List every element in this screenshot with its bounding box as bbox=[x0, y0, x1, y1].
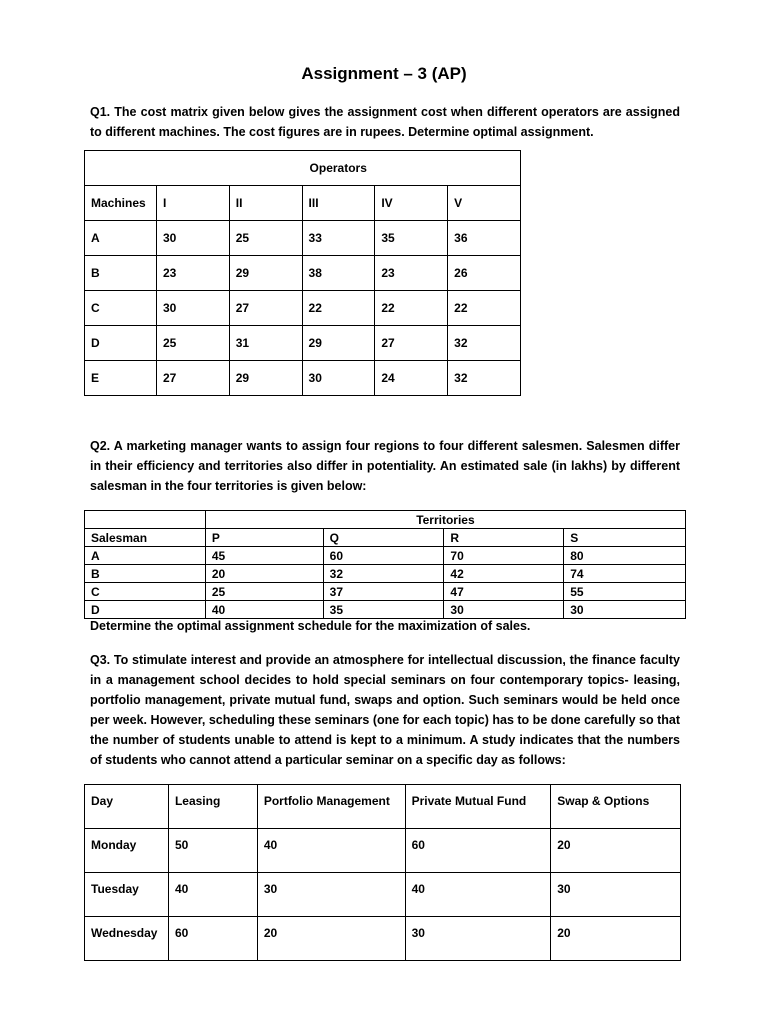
table-cell: 60 bbox=[405, 829, 551, 873]
table-cell: Portfolio Management bbox=[257, 785, 405, 829]
table-cell: Private Mutual Fund bbox=[405, 785, 551, 829]
table-cell: 74 bbox=[564, 565, 686, 583]
table-cell: III bbox=[302, 186, 375, 221]
table-cell: 30 bbox=[156, 291, 229, 326]
q1-text: Q1. The cost matrix given below gives the assignment cost when different operators are assigned to different machines. The cost figures are in rupees. Determine optimal assignment. bbox=[90, 105, 680, 139]
table-cell: 37 bbox=[323, 583, 444, 601]
table-cell: 38 bbox=[302, 256, 375, 291]
table-cell: 27 bbox=[156, 361, 229, 396]
table-cell: 20 bbox=[551, 917, 681, 961]
table-cell: 31 bbox=[229, 326, 302, 361]
table-cell: 29 bbox=[229, 256, 302, 291]
table-cell: Salesman bbox=[85, 529, 206, 547]
q1-cost-table bbox=[84, 150, 521, 396]
table-cell: 22 bbox=[375, 291, 448, 326]
table-cell: 22 bbox=[448, 291, 521, 326]
table-cell: Swap & Options bbox=[551, 785, 681, 829]
table-cell: I bbox=[156, 186, 229, 221]
table-cell: 30 bbox=[156, 221, 229, 256]
table-cell: 30 bbox=[302, 361, 375, 396]
table-cell: 30 bbox=[564, 601, 686, 619]
table-cell: 23 bbox=[375, 256, 448, 291]
table-cell: 35 bbox=[375, 221, 448, 256]
q3-seminar-table bbox=[84, 784, 681, 961]
table-cell: 47 bbox=[444, 583, 564, 601]
table-cell: 36 bbox=[448, 221, 521, 256]
table-cell: 27 bbox=[229, 291, 302, 326]
table-row bbox=[85, 829, 681, 873]
q2-note: Determine the optimal assignment schedule for the maximization of sales. bbox=[90, 619, 531, 633]
table-cell: 30 bbox=[405, 917, 551, 961]
empty-corner-cell bbox=[85, 511, 206, 529]
table-cell: 40 bbox=[168, 873, 257, 917]
table-cell: 30 bbox=[257, 873, 405, 917]
table-cell: Leasing bbox=[168, 785, 257, 829]
table-cell: 70 bbox=[444, 547, 564, 565]
table-row bbox=[85, 256, 521, 291]
table-cell: 32 bbox=[323, 565, 444, 583]
table-cell: Machines bbox=[85, 186, 157, 221]
table-cell: P bbox=[205, 529, 323, 547]
table-cell: Wednesday bbox=[85, 917, 169, 961]
table-cell: B bbox=[85, 256, 157, 291]
table-cell: 45 bbox=[205, 547, 323, 565]
table-cell: V bbox=[448, 186, 521, 221]
table-cell: 80 bbox=[564, 547, 686, 565]
operators-header: Operators bbox=[156, 151, 520, 186]
table-cell: 60 bbox=[168, 917, 257, 961]
table-cell: 35 bbox=[323, 601, 444, 619]
page-title: Assignment – 3 (AP) bbox=[301, 64, 467, 83]
table-cell: 60 bbox=[323, 547, 444, 565]
table-cell: 40 bbox=[205, 601, 323, 619]
table-cell: Tuesday bbox=[85, 873, 169, 917]
table-cell: 27 bbox=[375, 326, 448, 361]
q3-text: Q3. To stimulate interest and provide an atmosphere for intellectual discussion, the finance faculty in a management school decides to hold special seminars on four contemporary topics- leasing, portfolio management, private mutual fund, swaps and option. Such seminars would be held once per week. However, scheduling these seminars (one for each topic) has to be done carefully so that the number of students unable to attend is kept to a minimum. A study indicates that the numbers of students who cannot attend a particular seminar on a specific day as follows: bbox=[90, 653, 680, 767]
table-cell: 32 bbox=[448, 361, 521, 396]
table-cell: D bbox=[85, 326, 157, 361]
q2-sales-table bbox=[84, 510, 686, 619]
table-cell: 20 bbox=[551, 829, 681, 873]
table-cell: 29 bbox=[229, 361, 302, 396]
table-cell: 30 bbox=[551, 873, 681, 917]
table-cell: 42 bbox=[444, 565, 564, 583]
table-row bbox=[85, 291, 521, 326]
table-row bbox=[85, 917, 681, 961]
table-cell: 29 bbox=[302, 326, 375, 361]
table-cell: IV bbox=[375, 186, 448, 221]
table-row bbox=[85, 529, 686, 547]
territories-header: Territories bbox=[205, 511, 685, 529]
table-row bbox=[85, 873, 681, 917]
table-cell: II bbox=[229, 186, 302, 221]
table-cell: 40 bbox=[405, 873, 551, 917]
table-cell: B bbox=[85, 565, 206, 583]
table-row bbox=[85, 601, 686, 619]
table-cell: S bbox=[564, 529, 686, 547]
table-cell: C bbox=[85, 583, 206, 601]
table-row bbox=[85, 583, 686, 601]
table-cell: 20 bbox=[257, 917, 405, 961]
table-cell: 25 bbox=[156, 326, 229, 361]
table-cell: 32 bbox=[448, 326, 521, 361]
table-cell: 22 bbox=[302, 291, 375, 326]
empty-corner-cell bbox=[85, 151, 157, 186]
table-cell: 24 bbox=[375, 361, 448, 396]
table-cell: 25 bbox=[205, 583, 323, 601]
table-cell: Monday bbox=[85, 829, 169, 873]
table-cell: Q bbox=[323, 529, 444, 547]
table-cell: R bbox=[444, 529, 564, 547]
table-row bbox=[85, 361, 521, 396]
table-cell: A bbox=[85, 547, 206, 565]
table-cell: 23 bbox=[156, 256, 229, 291]
table-cell: D bbox=[85, 601, 206, 619]
table-row bbox=[85, 221, 521, 256]
table-cell: 26 bbox=[448, 256, 521, 291]
table-cell: 20 bbox=[205, 565, 323, 583]
q2-text: Q2. A marketing manager wants to assign four regions to four different salesmen. Salesmen differ in their efficiency and territories also differ in potentiality. An estimated sale (in lakhs) by different salesman in the four territories is given below: bbox=[90, 439, 680, 493]
table-cell: 33 bbox=[302, 221, 375, 256]
table-cell: 25 bbox=[229, 221, 302, 256]
table-cell: A bbox=[85, 221, 157, 256]
table-cell: 30 bbox=[444, 601, 564, 619]
table-row bbox=[85, 565, 686, 583]
table-cell: 50 bbox=[168, 829, 257, 873]
table-row bbox=[85, 326, 521, 361]
table-cell: Day bbox=[85, 785, 169, 829]
table-cell: 55 bbox=[564, 583, 686, 601]
table-header-row bbox=[85, 785, 681, 829]
table-header-row bbox=[85, 511, 686, 529]
table-row bbox=[85, 547, 686, 565]
table-cell: C bbox=[85, 291, 157, 326]
table-cell: E bbox=[85, 361, 157, 396]
table-cell: 40 bbox=[257, 829, 405, 873]
table-row bbox=[85, 186, 521, 221]
table-header-row bbox=[85, 151, 521, 186]
